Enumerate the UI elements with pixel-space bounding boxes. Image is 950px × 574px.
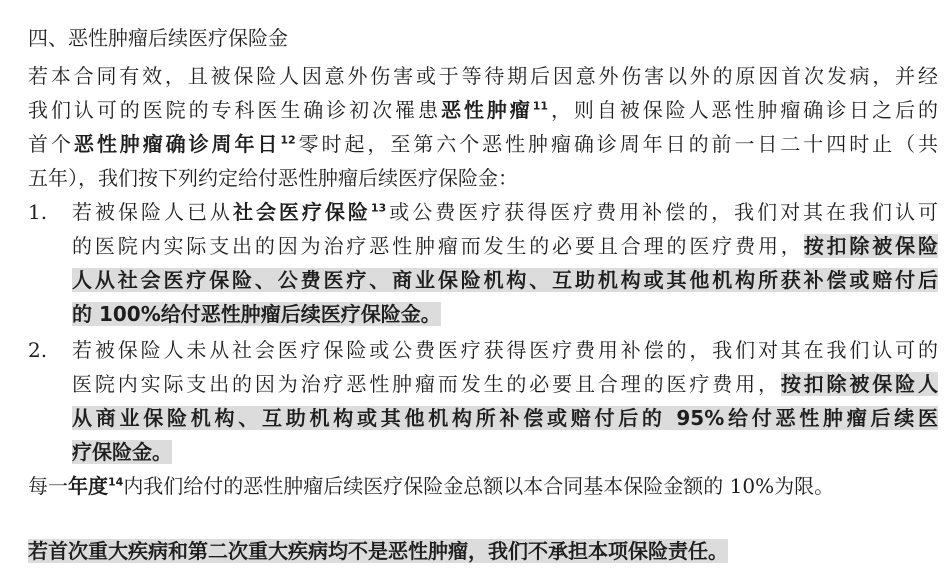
section-heading-text: 四、恶性肿瘤后续医疗保险金 xyxy=(28,26,288,50)
annual-limit-line xyxy=(28,472,834,500)
item-1-line-3 xyxy=(72,266,938,294)
footnote-ref-11: 11 xyxy=(532,99,549,113)
intro-line-2 xyxy=(28,96,938,124)
item-1-line-1 xyxy=(72,198,938,226)
item-2-line-2 xyxy=(72,370,938,398)
item-2-number-text: 2. xyxy=(28,338,48,362)
annual-limit-text-a: 每一 xyxy=(28,474,68,498)
item-2-line-4 xyxy=(72,438,172,466)
term-malignant-tumor: 恶性肿瘤 xyxy=(440,98,533,122)
item-1-line-1-text-c: 或公费医疗获得医疗费用补偿的，我们对其在我们认可 xyxy=(386,200,939,224)
item-2-highlight-line-3: 从商业保险机构、互助机构或其他机构所补偿或赔付后的 95%给付恶性肿瘤后续医 xyxy=(72,406,938,430)
intro-line-2-text-a: 我们认可的医院的专科医生确诊初次罹患 xyxy=(28,98,441,122)
item-2-number xyxy=(28,336,47,364)
annual-limit-text-c: 内我们给付的恶性肿瘤后续医疗保险金总额以本合同基本保险金额的 10%为限。 xyxy=(123,474,835,498)
item-1-line-2 xyxy=(72,232,938,260)
item-1-line-4 xyxy=(72,300,441,328)
intro-line-1 xyxy=(28,62,938,90)
footnote-ref-14: 14 xyxy=(108,475,124,489)
item-1-number xyxy=(28,198,47,226)
item-2-line-3 xyxy=(72,404,938,432)
intro-line-3-text-c: 零时起，至第六个恶性肿瘤确诊周年日的前一日二十四时止（共 xyxy=(295,132,939,156)
intro-line-2-text-c: ，则自被保险人恶性肿瘤确诊日之后的 xyxy=(548,98,939,122)
item-2-highlight-start: 按扣除被保险人 xyxy=(780,372,939,396)
intro-line-1-text: 若本合同有效，且被保险人因意外伤害或于等待期后因意外伤害以外的原因首次发病，并经 xyxy=(28,64,938,88)
item-1-line-2-text-a: 的医院内实际支出的因为治疗恶性肿瘤而发生的必要且合理的医疗费用， xyxy=(72,234,804,258)
intro-line-3 xyxy=(28,130,938,158)
footnote-ref-13: 13 xyxy=(370,201,387,215)
section-heading xyxy=(28,24,288,52)
item-1-highlight-line-3: 人从社会医疗保险、公费医疗、商业保险机构、互助机构或其他机构所获补偿或赔付后 xyxy=(72,268,938,292)
intro-line-4-text: 五年），我们按下列约定给付恶性肿瘤后续医疗保险金： xyxy=(28,166,518,190)
term-diagnosis-anniversary: 恶性肿瘤确诊周年日 xyxy=(73,132,281,156)
intro-line-3-text-a: 首个 xyxy=(28,132,74,156)
item-1-highlight-line-4: 的 100%给付恶性肿瘤后续医疗保险金。 xyxy=(72,302,441,326)
term-policy-year: 年度 xyxy=(68,474,108,498)
exclusion-line xyxy=(28,537,728,565)
item-1-number-text: 1. xyxy=(28,200,48,224)
term-social-medical-insurance: 社会医疗保险 xyxy=(232,200,371,224)
item-2-highlight-line-4: 疗保险金。 xyxy=(72,440,172,464)
item-2-line-1 xyxy=(72,336,938,364)
exclusion-highlight: 若首次重大疾病和第二次重大疾病均不是恶性肿瘤，我们不承担本项保险责任。 xyxy=(28,539,728,563)
item-2-line-1-text: 若被保险人未从社会医疗保险或公费医疗获得医疗费用补偿的，我们对其在我们认可的 xyxy=(72,338,938,362)
footnote-ref-12: 12 xyxy=(280,133,296,147)
item-1-highlight-start: 按扣除被保险 xyxy=(803,234,939,258)
item-1-line-1-text-a: 若被保险人已从 xyxy=(72,200,233,224)
item-2-line-2-text-a: 医院内实际支出的因为治疗恶性肿瘤而发生的必要且合理的医疗费用， xyxy=(72,372,781,396)
intro-line-4 xyxy=(28,164,518,192)
